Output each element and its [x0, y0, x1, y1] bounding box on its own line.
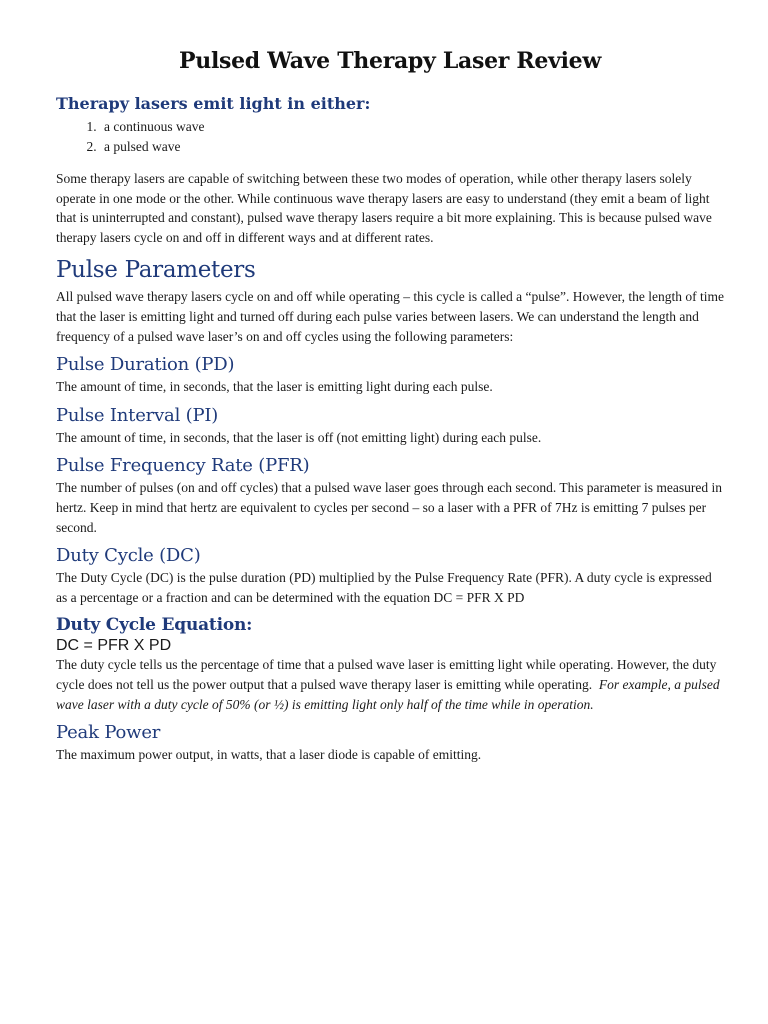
mode-text: a pulsed wave: [104, 139, 181, 154]
peak-power-text: The maximum power output, in watts, that a laser diode is capable of emitting.: [56, 747, 482, 763]
pulse-duration-heading: Pulse Duration (PD): [56, 354, 235, 376]
modes-list: [56, 117, 724, 157]
pulse-interval-text: The amount of time, in seconds, that the laser is off (not emitting light) during each pulse.: [56, 429, 542, 445]
duty-cycle-equation: DC = PFR X PD: [56, 637, 172, 655]
document-title: Pulsed Wave Therapy Laser Review: [179, 48, 601, 74]
pulse-parameters-paragraph: All pulsed wave therapy lasers cycle on and off while operating – this cycle is called a “pulse”. However, the length of time that the laser is emitting light and turned off during each pulse varies between lasers. We can understand the length and frequency of a pulsed wave laser’s on and off cycles using the following parameters:: [56, 289, 724, 344]
pulse-interval-heading: Pulse Interval (PI): [56, 404, 219, 426]
peak-power-heading: Peak Power: [56, 722, 161, 744]
intro-paragraph: Some therapy lasers are capable of switching between these two modes of operation, while other therapy lasers solely operate in one mode or the other. While continuous wave therapy lasers are easy to understand (they emit a beam of light that is uninterrupted and constant), pulsed wave therapy lasers require a bit more explaining. This is because pulsed wave therapy lasers cycle on and off in different ways and at different rates.: [56, 171, 712, 245]
duty-cycle-heading: Duty Cycle (DC): [56, 545, 201, 567]
duty-cycle-explanation-text: The duty cycle tells us the percentage of time that a pulsed wave laser is emitting light while operating. However, the duty cycle does not tell us the power output that a pulsed wave therapy laser is emitting while operating.: [56, 657, 717, 692]
pulse-parameters-heading: Pulse Parameters: [56, 257, 256, 284]
mode-text: a continuous wave: [104, 119, 205, 134]
duty-cycle-equation-heading: Duty Cycle Equation:: [56, 615, 253, 636]
pulse-frequency-heading: Pulse Frequency Rate (PFR): [56, 455, 310, 477]
pulse-frequency-text: The number of pulses (on and off cycles) that a pulsed wave laser goes through each second. This parameter is measured in hertz. Keep in mind that hertz are equivalent to cycles per second – so a laser with a PFR of 7Hz is emitting 7 pulses per second.: [56, 480, 723, 535]
duty-cycle-example: For example, a pulsed wave laser with a duty cycle of 50% (or ½) is emitting light only half of the time while in operation.: [56, 676, 720, 712]
duty-cycle-text: The Duty Cycle (DC) is the pulse duration (PD) multiplied by the Pulse Frequency Rate (PFR). A duty cycle is expressed as a percentage or a fraction and can be determined with the equation DC = PFR X PD: [56, 570, 712, 605]
pulse-duration-text: The amount of time, in seconds, that the laser is emitting light during each pulse.: [56, 379, 493, 395]
list-item: [100, 117, 724, 137]
intro-heading: Therapy lasers emit light in either:: [56, 94, 371, 113]
list-item: [100, 137, 724, 157]
duty-cycle-explanation: [56, 655, 724, 714]
